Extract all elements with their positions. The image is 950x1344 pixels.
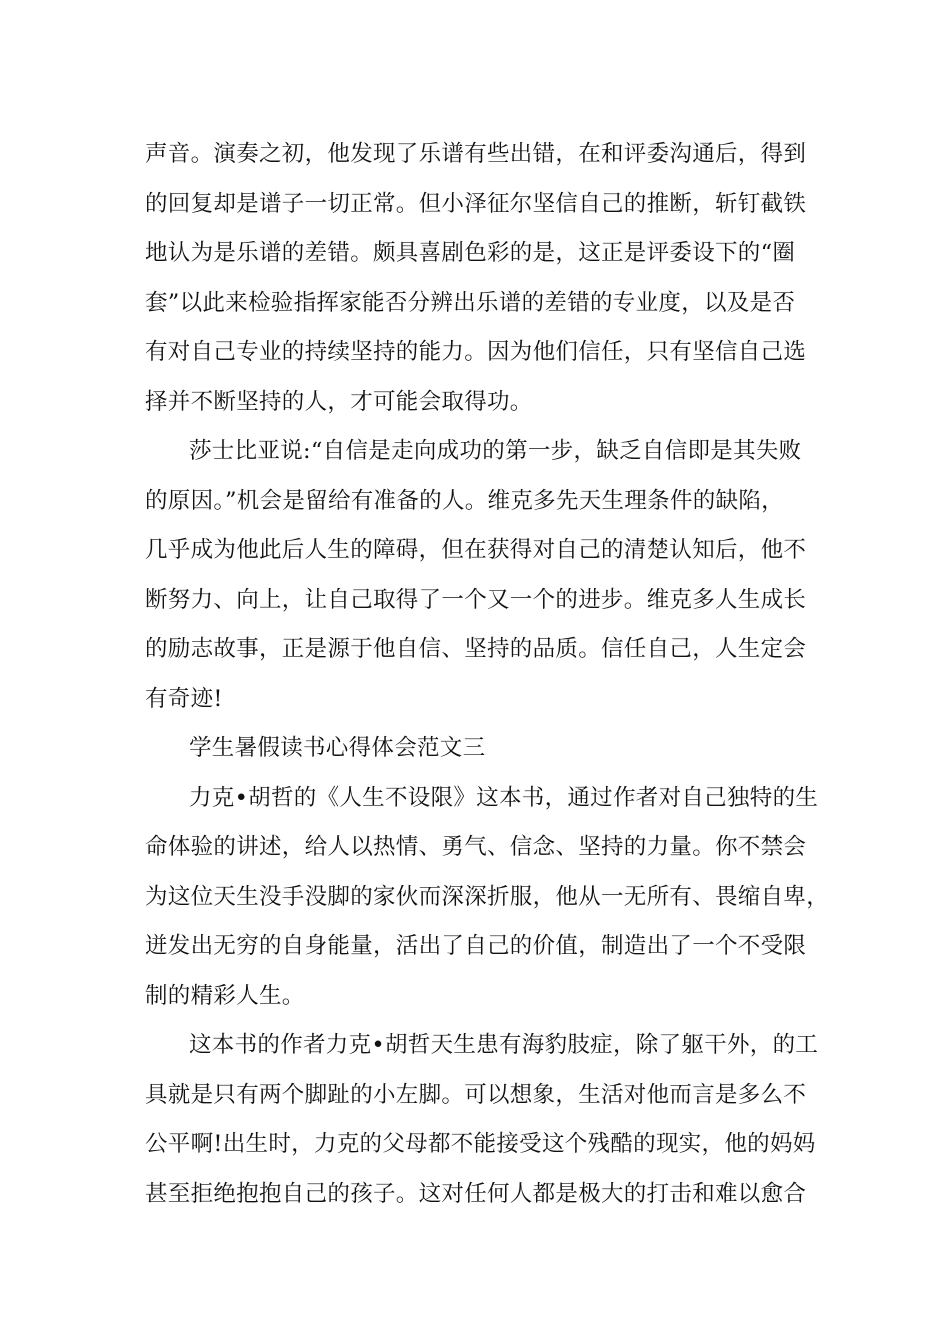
text-line: 制的精彩人生。: [145, 982, 305, 1009]
text-line: 为这位天生没手没脚的家伙而深深折服，他从一无所有、畏缩自卑，: [145, 883, 830, 910]
text-line: 公平啊!出生时，力克的父母都不能接受这个残酷的现实，他的妈妈: [145, 1131, 816, 1157]
text-line: 几乎成为他此后人生的障碍，但在获得对自己的清楚认知后，他不: [145, 537, 807, 563]
text-line: 甚至拒绝抱抱自己的孩子。这对任何人都是极大的打击和难以愈合: [145, 1180, 807, 1207]
body-text: [145, 130, 830, 1219]
text-line: 的励志故事，正是源于他自信、坚持的品质。信任自己，人生定会: [145, 636, 807, 662]
text-line: 这本书的作者力克•胡哲天生患有海豹肢症，除了躯干外，的工: [189, 1032, 819, 1058]
text-line: 学生暑假读书心得体会范文三: [189, 735, 486, 761]
text-line: 断努力、向上，让自己取得了一个又一个的进步。维克多人生成长: [145, 586, 807, 613]
text-line: 命体验的讲述，给人以热情、勇气、信念、坚持的力量。你不禁会: [145, 834, 807, 860]
text-line: 声音。演奏之初，他发现了乐谱有些出错，在和评委沟通后，得到: [145, 141, 807, 167]
text-line: 迸发出无穷的自身能量，活出了自己的价值，制造出了一个不受限: [145, 933, 807, 959]
text-line: 有对自己专业的持续坚持的能力。因为他们信任，只有坚信自己选: [145, 339, 807, 365]
text-line: 的回复却是谱子一切正常。但小泽征尔坚信自己的推断，斩钉截铁: [145, 190, 807, 217]
text-line: 具就是只有两个脚趾的小左脚。可以想象，生活对他而言是多么不: [145, 1081, 807, 1108]
text-line: 力克•胡哲的《人生不设限》这本书，通过作者对自己独特的生: [189, 784, 819, 811]
text-line: 套”以此来检验指挥家能否分辨出乐谱的差错的专业度，以及是否: [145, 289, 796, 316]
text-line: 有奇迹!: [145, 685, 223, 712]
text-line: 地认为是乐谱的差错。颇具喜剧色彩的是，这正是评委设下的“圈: [145, 240, 796, 266]
text-line: 莎士比亚说:“自信是走向成功的第一步，缺乏自信即是其失败: [189, 438, 802, 464]
text-line: 的原因。”机会是留给有准备的人。维克多先天生理条件的缺陷，: [145, 487, 784, 514]
text-line: 择并不断坚持的人，才可能会取得功。: [145, 388, 533, 415]
